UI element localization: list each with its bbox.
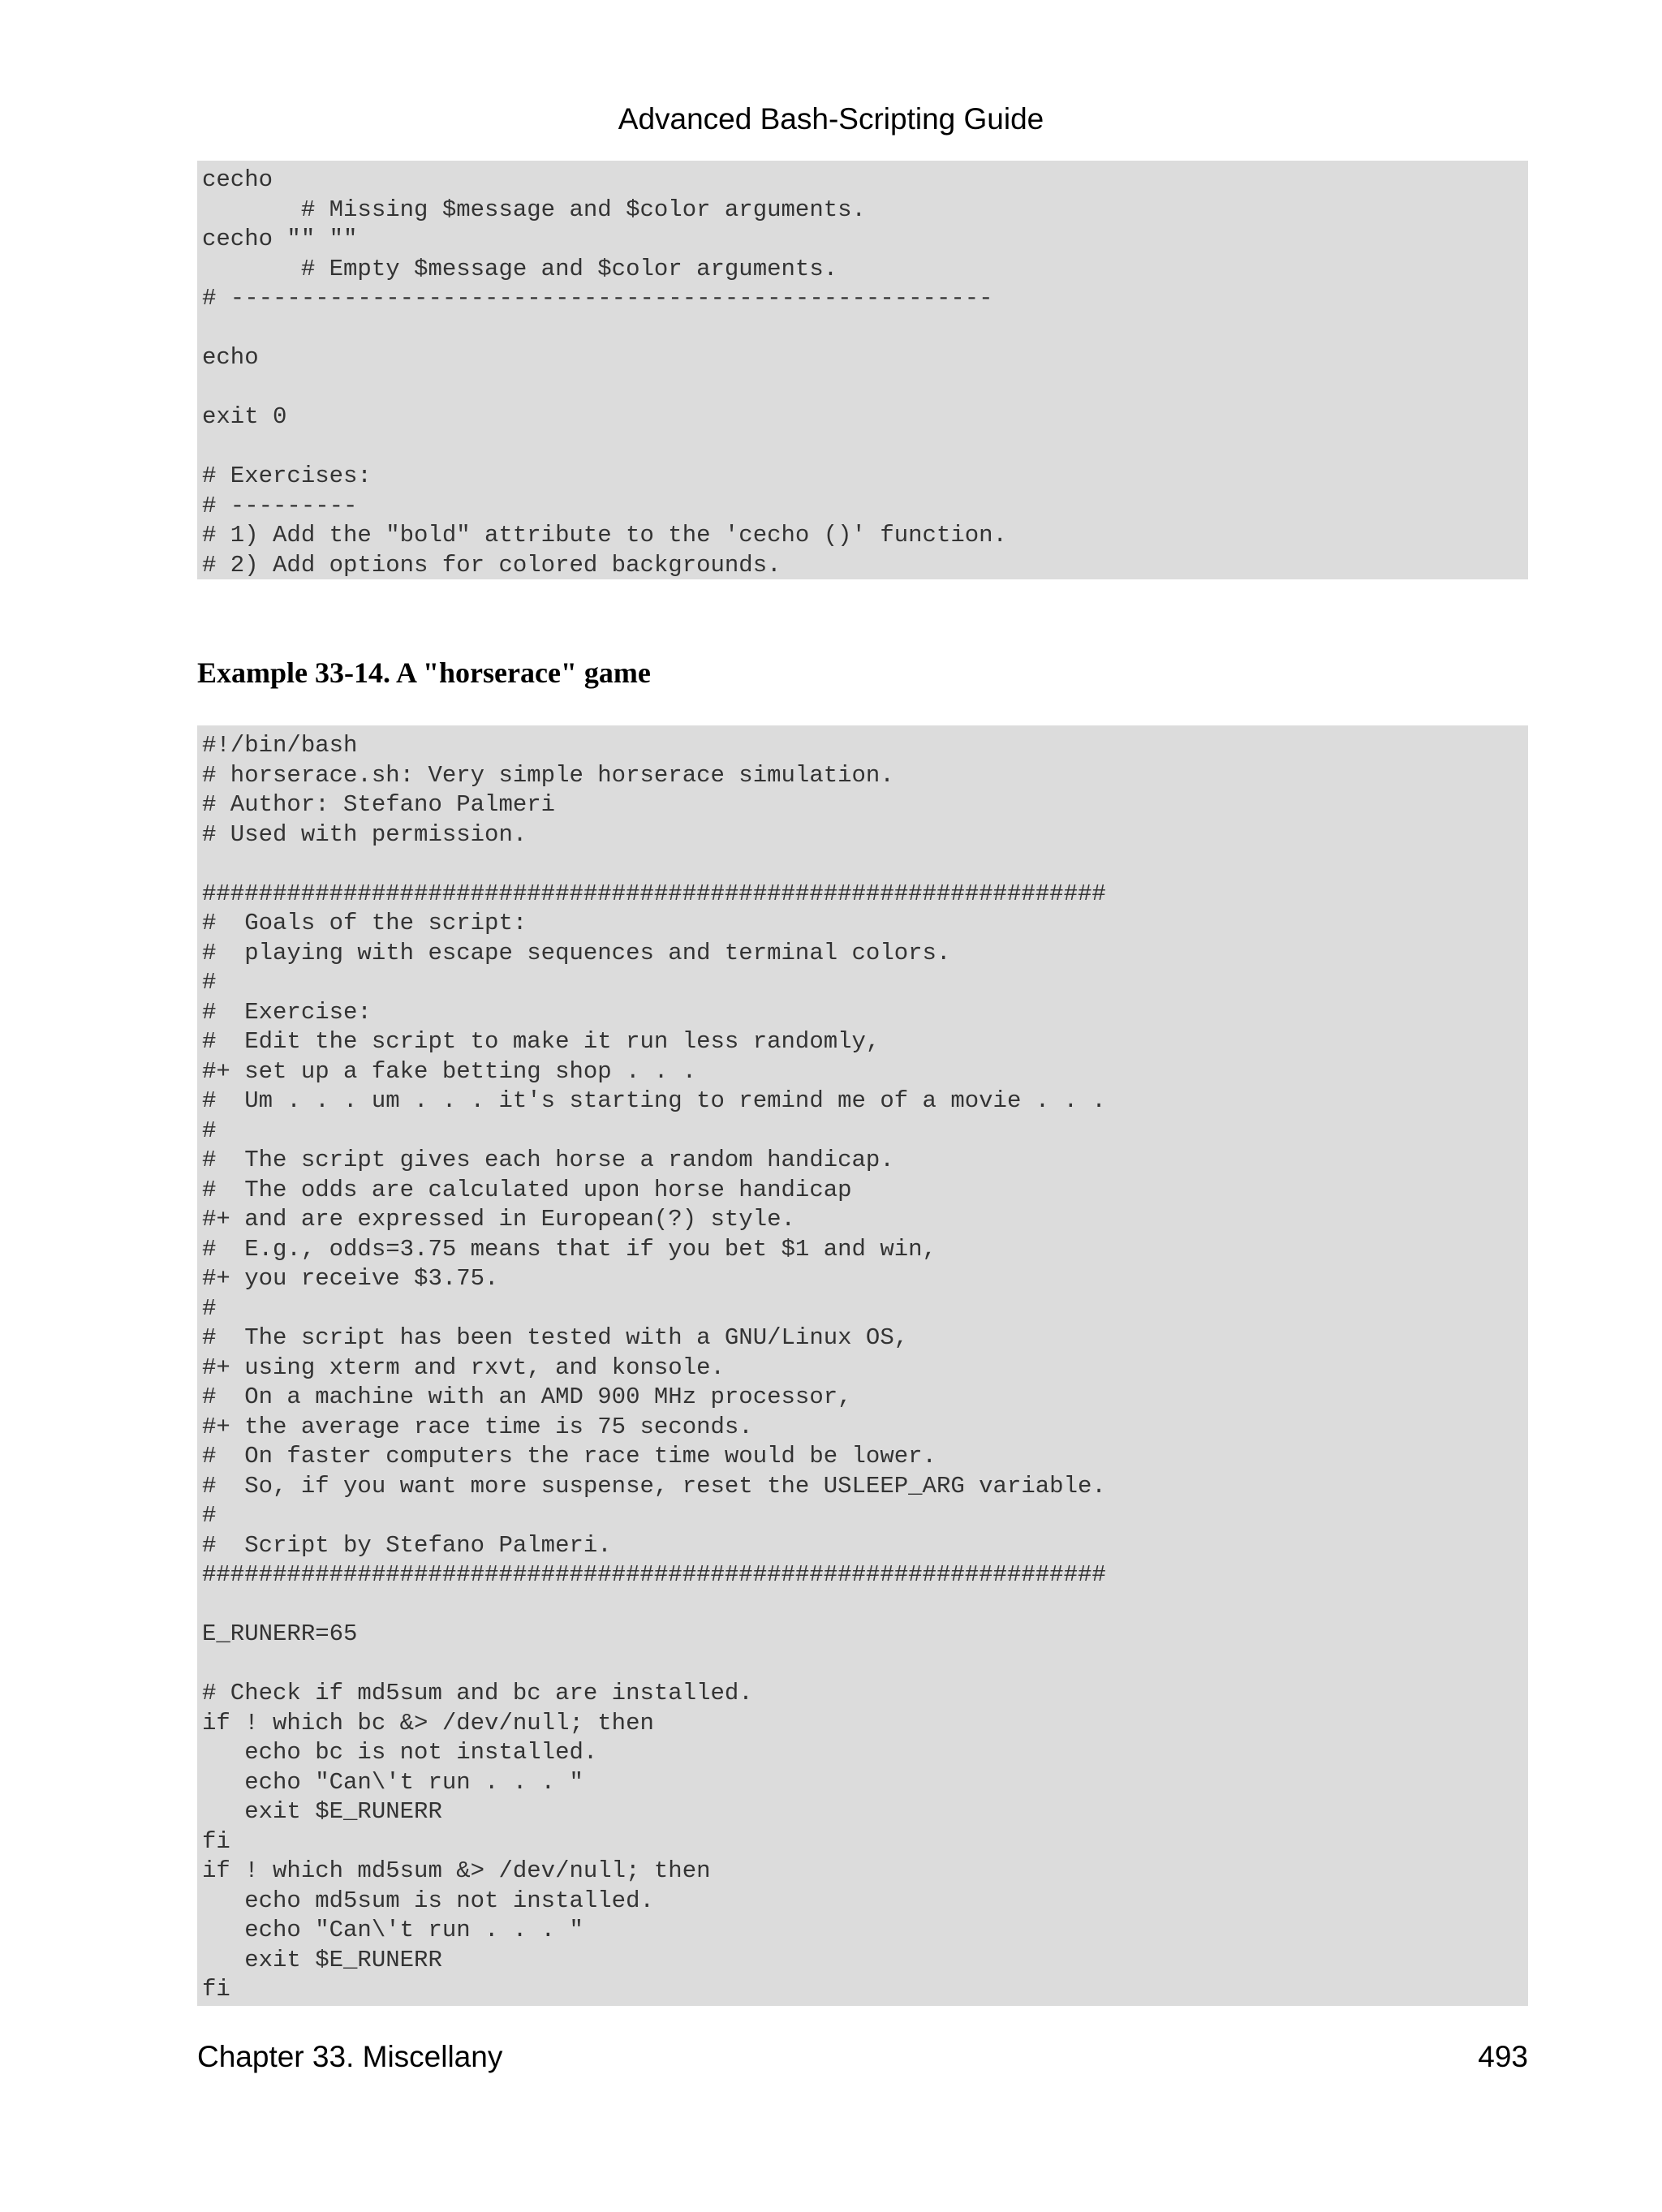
code-line: cecho "" "" [202, 226, 358, 252]
code-line [202, 1590, 1523, 1620]
code-line: fi [202, 1827, 230, 1855]
code-line: # E.g., odds=3.75 means that if you bet $1 and win, [202, 1235, 936, 1263]
code-line: echo [202, 344, 259, 371]
code-line: # playing with escape sequences and terminal colors. [202, 939, 951, 966]
code-line: # Goals of the script: [202, 910, 527, 936]
code-line: # horserace.sh: Very simple horserace simulation. [202, 761, 894, 789]
code-line: # The script gives each horse a random handicap. [202, 1147, 894, 1173]
code-line: echo md5sum is not installed. [202, 1887, 654, 1914]
code-line: E_RUNERR=65 [202, 1620, 358, 1647]
code-line [202, 850, 1523, 880]
code-line: echo "Can\'t run . . . " [202, 1768, 583, 1796]
code-line: # Author: Stefano Palmeri [202, 791, 556, 818]
code-line: exit $E_RUNERR [202, 1946, 442, 1973]
code-line: # Empty $message and $color arguments. [202, 255, 838, 282]
code-line: #+ and are expressed in European(?) style. [202, 1206, 795, 1233]
code-line: # ------------------------------------------------------ [202, 285, 993, 312]
code-line: echo "Can\'t run . . . " [202, 1917, 583, 1943]
code-line: # 2) Add options for colored backgrounds. [202, 551, 781, 579]
code-line: # [202, 1294, 217, 1322]
code-line: #!/bin/bash [202, 732, 358, 759]
footer-chapter: Chapter 33. Miscellany [197, 2040, 503, 2073]
code-line: # [202, 969, 217, 996]
example-title: Example 33-14. A "horserace" game [197, 656, 651, 689]
code-line: # Script by Stefano Palmeri. [202, 1531, 612, 1559]
code-line: # The script has been tested with a GNU/Linux OS, [202, 1324, 909, 1351]
code-line: if ! which md5sum &> /dev/null; then [202, 1857, 711, 1884]
code-line: # Used with permission. [202, 820, 527, 848]
running-header: Advanced Bash-Scripting Guide [618, 102, 1044, 136]
code-line: # So, if you want more suspense, reset the USLEEP_ARG variable. [202, 1472, 1106, 1500]
code-line [202, 314, 1523, 344]
code-line: exit $E_RUNERR [202, 1798, 442, 1825]
code-block-horserace [197, 725, 1528, 2006]
code-block-cecho-end [197, 161, 1528, 579]
code-line: # Exercises: [202, 463, 372, 489]
code-line [202, 433, 1523, 463]
code-line: # [202, 1117, 217, 1144]
page-number: 493 [1478, 2040, 1528, 2073]
code-line: #+ the average race time is 75 seconds. [202, 1413, 753, 1440]
code-line [202, 1650, 1523, 1680]
code-line: ################################################################ [202, 880, 1106, 907]
code-line: exit 0 [202, 403, 287, 430]
code-line: # [202, 1502, 217, 1529]
code-line: #+ set up a fake betting shop . . . [202, 1057, 697, 1085]
code-line: # Missing $message and $color arguments. [202, 196, 866, 223]
code-line: if ! which bc &> /dev/null; then [202, 1709, 654, 1736]
code-line: # 1) Add the "bold" attribute to the 'cecho ()' function. [202, 522, 1007, 549]
code-line: # The odds are calculated upon horse handicap [202, 1176, 852, 1203]
code-line: fi [202, 1976, 230, 2003]
code-line: # Check if md5sum and bc are installed. [202, 1680, 753, 1706]
code-line: # On faster computers the race time would be lower. [202, 1443, 936, 1470]
code-line [202, 373, 1523, 403]
code-line: # Exercise: [202, 998, 372, 1026]
code-line: # On a machine with an AMD 900 MHz processor, [202, 1384, 852, 1410]
code-line: #+ you receive $3.75. [202, 1265, 499, 1292]
code-line: ################################################################ [202, 1561, 1106, 1588]
code-line: echo bc is not installed. [202, 1739, 598, 1766]
code-line: cecho [202, 166, 273, 193]
code-line: # Um . . . um . . . it's starting to remind me of a movie . . . [202, 1087, 1106, 1114]
code-line: # Edit the script to make it run less randomly, [202, 1028, 881, 1055]
code-line: # --------- [202, 492, 358, 519]
code-line: #+ using xterm and rxvt, and konsole. [202, 1353, 725, 1381]
